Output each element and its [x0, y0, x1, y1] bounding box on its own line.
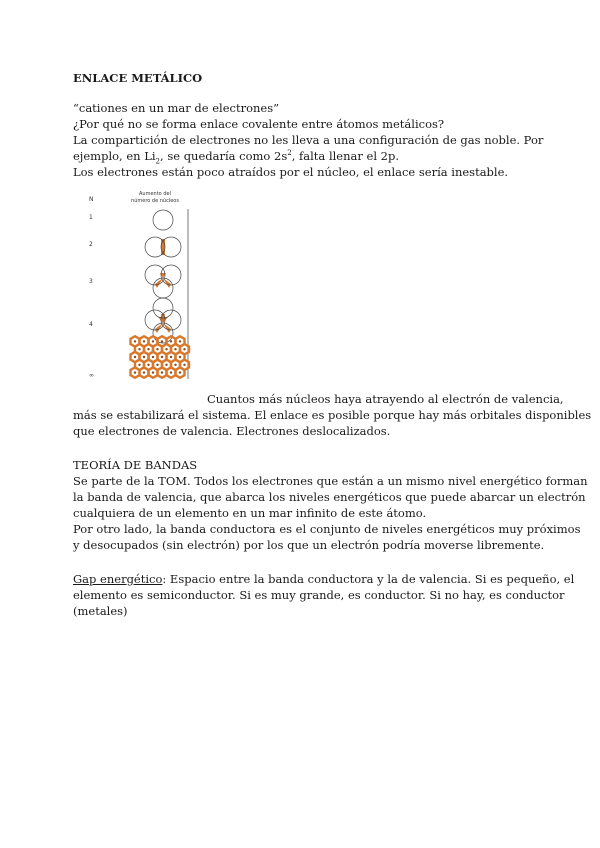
gap-term: Gap energético [73, 572, 163, 586]
intro-line-5: Los electrones están poco atraídos por el núcleo, el enlace sería inestable. [73, 165, 509, 179]
orbital-pair [145, 237, 181, 257]
intro-line-3: La compartición de electrones no les lleva a una configuración de gas noble. Por [73, 133, 544, 147]
bands-line-4: Por otro lado, la banda conductora es el conjunto de niveles energéticos muy próximos [73, 522, 581, 536]
lattice-nucleus [161, 356, 163, 358]
lattice-nucleus [179, 340, 181, 342]
lattice-nucleus [152, 356, 154, 358]
gap-line-3: (metales) [73, 604, 128, 618]
figure-row-1: 1 [89, 214, 93, 221]
intro-line-4-a: ejemplo, en Li [73, 149, 156, 163]
li2-subscript: 2 [155, 157, 161, 166]
intro-line-4-b: , se quedaría como 2s [160, 149, 288, 163]
lattice-nucleus [138, 364, 140, 366]
para2-line-3: que electrones de valencia. Electrones deslocalizados. [73, 424, 391, 438]
figure-row-2: 2 [89, 241, 93, 248]
figure-row-infinity: ∞ [89, 372, 94, 379]
figure-row-4: 4 [89, 321, 93, 328]
figure-col-head-2: número de núcleos [131, 198, 179, 204]
gap-line-2: elemento es semiconductor. Si es muy grande, es conductor. Si no hay, es conductor [73, 588, 565, 602]
lattice-nucleus [147, 364, 149, 366]
lattice-nucleus [170, 371, 172, 373]
lattice-nucleus [156, 348, 158, 350]
lattice-nucleus [143, 340, 145, 342]
lattice-nucleus [179, 356, 181, 358]
intro-quote: “cationes en un mar de electrones” [73, 101, 280, 115]
overlap-region [155, 314, 171, 333]
2s2-superscript: 2 [287, 149, 292, 158]
gap-line-1-rest: : Espacio entre la banda conductora y la de valencia. Si es pequeño, el [162, 572, 575, 586]
figure-col-head-1: Aumento del [139, 191, 171, 197]
lattice-nucleus [143, 371, 145, 373]
para2-line-1: Cuantos más núcleos haya atrayendo al electrón de valencia, [207, 392, 564, 406]
lattice-nucleus [165, 348, 167, 350]
intro-question: ¿Por qué no se forma enlace covalente entre átomos metálicos? [73, 117, 445, 131]
lattice-nucleus [170, 356, 172, 358]
figure-row-3: 3 [89, 278, 93, 285]
para2-line-2: más se estabilizará el sistema. El enlace es posible porque hay más orbitales disponibles [73, 408, 592, 422]
lattice-nucleus [152, 340, 154, 342]
lattice-nucleus [170, 340, 172, 342]
lattice-nucleus [152, 371, 154, 373]
orbital-single [153, 210, 173, 230]
lattice-nucleus [147, 348, 149, 350]
lattice-nucleus [183, 348, 185, 350]
bands-line-3: cualquiera de un elemento en un mar infinito de este átomo. [73, 506, 427, 520]
lattice-nucleus [174, 348, 176, 350]
bands-line-5: y desocupados (sin electrón) por los que un electrón podría moverse libremente. [73, 538, 545, 552]
lattice-nucleus [174, 364, 176, 366]
lattice-nucleus [179, 371, 181, 373]
figure-col-n: N [89, 196, 94, 203]
bands-heading: TEORÍA DE BANDAS [73, 458, 198, 472]
lattice-nucleus [134, 340, 136, 342]
lattice-nucleus [138, 348, 140, 350]
lattice-nucleus [183, 364, 185, 366]
gap-line-1 [73, 571, 574, 587]
bands-line-2: la banda de valencia, que abarca los niveles energéticos que puede abarcar un electrón [73, 490, 586, 504]
lattice-nucleus [134, 371, 136, 373]
lattice-nucleus [134, 356, 136, 358]
orbital-triple [145, 265, 181, 298]
orbital-overlap-figure [85, 187, 200, 397]
intro-line-4 [73, 148, 399, 164]
lattice-nucleus [143, 356, 145, 358]
lattice-nucleus [161, 340, 163, 342]
lattice-nucleus [161, 371, 163, 373]
bands-line-1: Se parte de la TOM. Todos los electrones que están a un mismo nivel energético forman [73, 474, 588, 488]
page-title: ENLACE METÁLICO [73, 71, 203, 85]
lattice-nucleus [165, 364, 167, 366]
lattice-nucleus [156, 364, 158, 366]
intro-line-4-c: , falta llenar el 2p. [291, 149, 399, 163]
